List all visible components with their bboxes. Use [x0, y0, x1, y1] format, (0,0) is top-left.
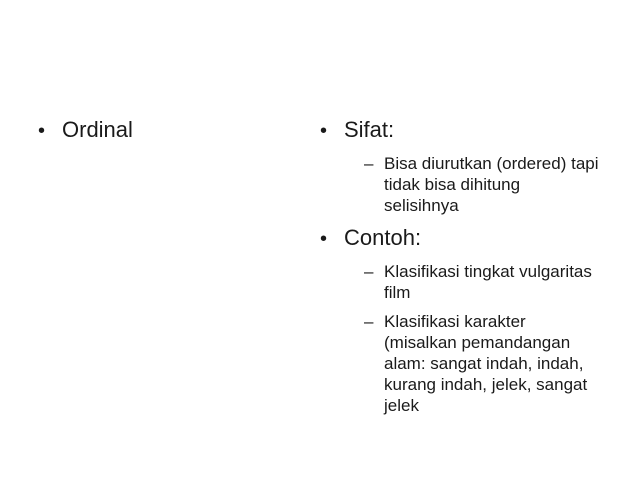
- bullet-icon: •: [320, 120, 328, 142]
- contoh-heading: Contoh:: [344, 225, 422, 250]
- bullet-icon: •: [38, 120, 46, 142]
- sifat-item: [364, 153, 620, 216]
- sifat-heading: Sifat:: [344, 117, 395, 142]
- contoh-item-text: Klasifikasi karakter (misalkan pemandangan alam: sangat indah, indah, kurang indah, jelek, sangat jelek: [384, 312, 588, 415]
- left-column: [38, 116, 288, 145]
- dash-icon: –: [364, 154, 374, 173]
- ordinal-label: Ordinal: [62, 117, 133, 142]
- dash-icon: –: [364, 312, 374, 331]
- right-column: [320, 116, 620, 424]
- bullet-sifat: [320, 116, 620, 145]
- bullet-contoh: [320, 224, 620, 253]
- sifat-subitems: [364, 153, 620, 216]
- sifat-item-text: Bisa diurutkan (ordered) tapi tidak bisa dihitung selisihnya: [384, 154, 599, 215]
- dash-icon: –: [364, 262, 374, 281]
- contoh-item-1: [364, 261, 620, 303]
- bullet-icon: •: [320, 228, 328, 250]
- contoh-item-text: Klasifikasi tingkat vulgaritas film: [384, 262, 592, 302]
- bullet-ordinal: [38, 116, 288, 145]
- contoh-subitems: [364, 261, 620, 416]
- contoh-item-2: [364, 311, 620, 416]
